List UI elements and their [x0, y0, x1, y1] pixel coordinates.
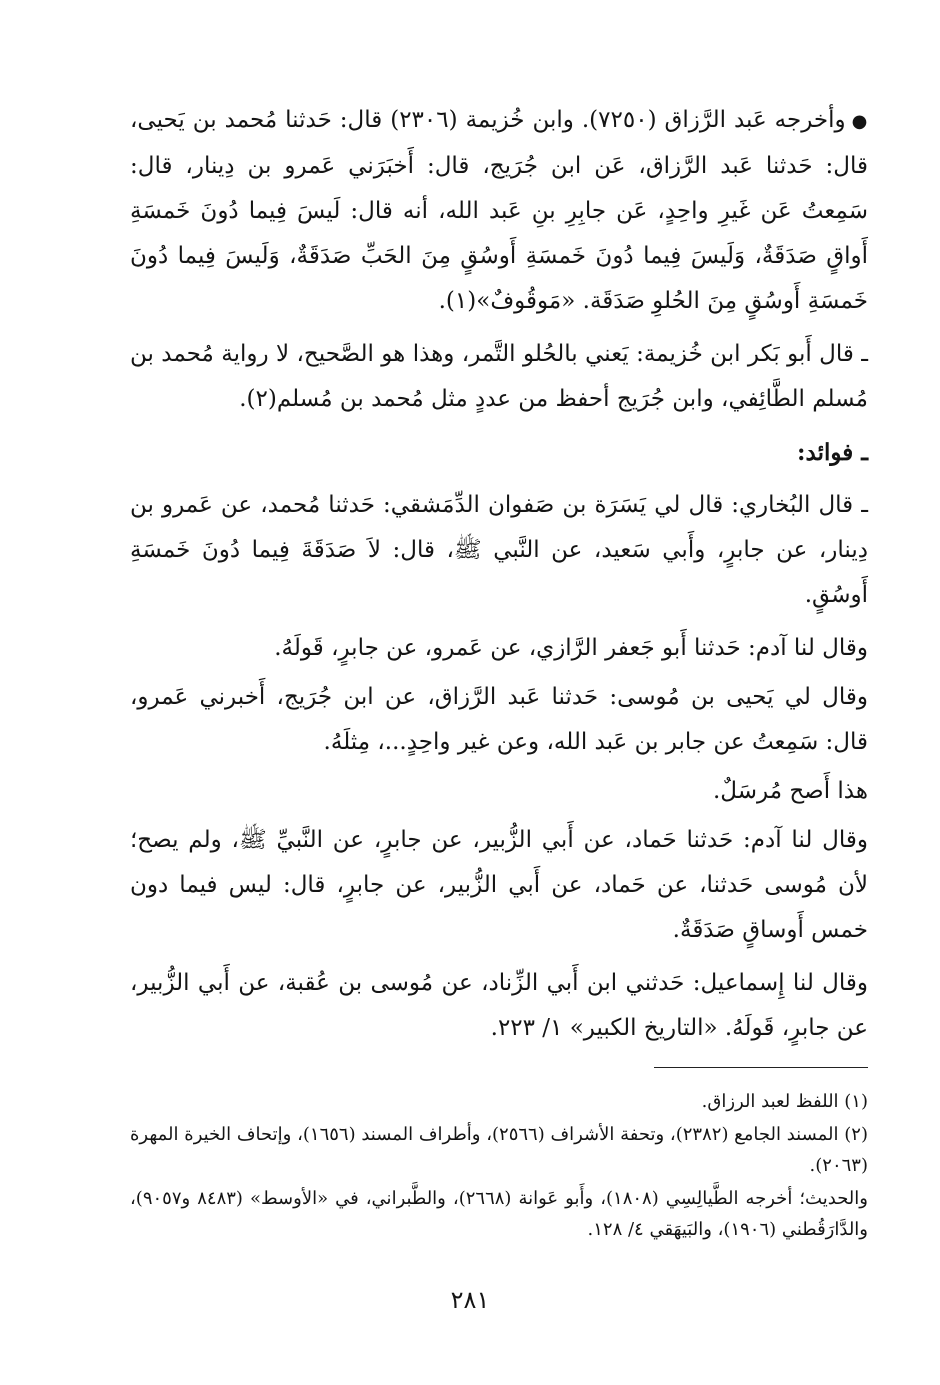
- bullet-icon: ●: [851, 111, 868, 132]
- footnotes: [130, 1086, 868, 1247]
- paragraph-adam-2: وقال لنا آدم: حَدثنا حَماد، عن أَبي الزُّبير، عن جابرٍ، عن النَّبيِّ ﷺ، ولم يصح؛ لأن مُوسى حَدثنا، عن حَماد، عن أَبي الزُّبير، عن جابرٍ، قال: ليس فيما دون خمس أَوساقٍ صَدَقَةٌ.: [130, 827, 868, 943]
- main-text: [130, 98, 868, 1059]
- paragraph-ibn-khuzaymah: ـ قال أَبو بَكر ابن خُزيمة: يَعني بالحُلو التَّمر، وهذا هو الصَّحيح، لا رواية مُحمد بن مُسلم الطَّائِفي، وابن جُرَيج أحفظ من عددٍ مثل مُحمد بن مُسلم(٢).: [130, 341, 868, 412]
- footnote-1: (١) اللفظ لعبد الرزاق.: [701, 1091, 868, 1112]
- section-heading-fawaid: ـ فوائد:: [797, 439, 868, 466]
- footnote-2-continued: والحديث؛ أخرجه الطَّيالِسِي (١٨٠٨)، وأَبو عَوانة (٢٦٦٨)، والطَّبراني، في «الأوسط» (٨٤٨٣ و٩٠٥٧)، والدَّارَقُطني (١٩٠٦)، والبَيهَقي ٤/ ١٢٨.: [130, 1188, 868, 1240]
- paragraph-takhrij: [130, 98, 868, 324]
- paragraph-mursal: هذا أَصح مُرسَلٌ.: [713, 778, 868, 804]
- paragraph-bukhari: ـ قال البُخاري: قال لي يَسَرَة بن صَفوان الدِّمَشقي: حَدثنا مُحمد، عن عَمرو بن دِينار، عن جابرٍ، وأَبي سَعيد، عن النَّبي ﷺ، قال: لاَ صَدَقَةَ فِيما دُونَ خَمسَةِ أَوسُقٍ.: [130, 492, 868, 608]
- footnote-2: (٢) المسند الجامع (٢٣٨٢)، وتحفة الأشراف (٢٥٦٦)، وأطراف المسند (١٦٥٦)، وإتحاف الخيرة المهرة (٢٠٦٣).: [129, 1124, 868, 1176]
- paragraph-adam-1: وقال لنا آدم: حَدثنا أَبو جَعفر الرَّازي، عن عَمرو، عن جابرٍ، قَولَهُ.: [274, 635, 868, 661]
- paragraph-text: وأخرجه عَبد الرَّزاق (٧٢٥٠). وابن خُزيمة (٢٣٠٦) قال: حَدثنا مُحمد بن يَحيى، قال: حَدثنا عَبد الرَّزاق، عَن ابن جُرَيج، قال: أَخبَرَني عَمرو بن دِينار، قال: سَمِعتُ عَن غَيرِ واحِدٍ، عَن جابِرِ بنِ عَبد الله، أنه قال: لَيسَ فِيما دُونَ خَمسَةِ أَواقٍ صَدَقَةٌ، وَلَيسَ فِيما دُونَ خَمسَةِ أَوسُقٍ مِنَ الحَبِّ صَدَقَةٌ، وَلَيسَ فِيما دُونَ خَمسَةِ أَوسُقٍ مِنَ الحُلوِ صَدَقَة. «مَوقُوفٌ»(١).: [130, 107, 868, 314]
- page-number: ٢٨١: [450, 1286, 490, 1314]
- footnote-divider: [654, 1067, 868, 1068]
- paragraph-ismail: وقال لنا إِسماعيل: حَدثني ابن أَبي الزِّناد، عن مُوسى بن عُقبة، عن أَبي الزُّبير، عن جابرٍ، قَولَهُ. «التاريخ الكبير» ١/ ٢٢٣.: [130, 970, 868, 1041]
- paragraph-yahya: وقال لي يَحيى بن مُوسى: حَدثنا عَبد الرَّزاق، عن ابن جُرَيج، أَخبرني عَمرو، قال: سَمِعتُ عن جابر بن عَبد الله، وعن غير واحِدٍ...، مِثلَهُ.: [130, 684, 868, 755]
